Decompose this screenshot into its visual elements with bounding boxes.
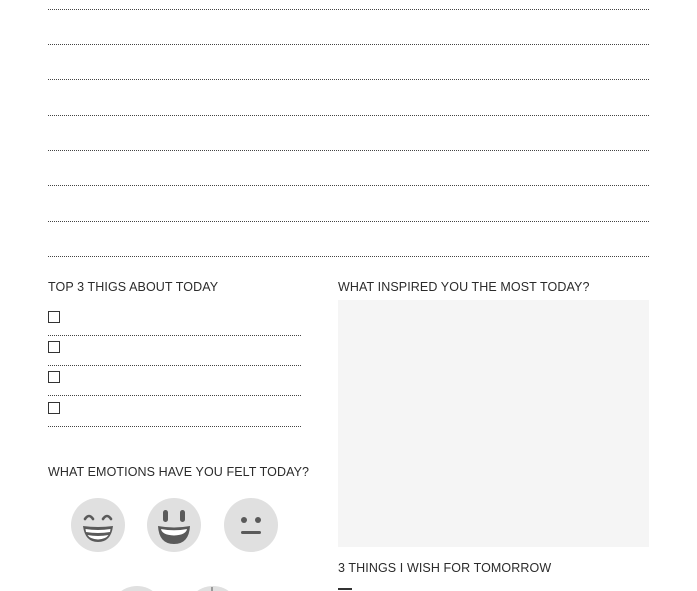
partial-face-icon[interactable]	[110, 586, 164, 591]
grinning-face-icon[interactable]	[71, 498, 125, 552]
neutral-face-icon[interactable]	[224, 498, 278, 552]
inspired-section-title: WHAT INSPIRED YOU THE MOST TODAY?	[338, 280, 590, 294]
emotions-section-title: WHAT EMOTIONS HAVE YOU FELT TODAY?	[48, 465, 310, 479]
writing-line[interactable]	[48, 9, 649, 10]
writing-line[interactable]	[48, 44, 649, 45]
top3-section-title: TOP 3 THIGS ABOUT TODAY	[48, 280, 219, 294]
writing-line[interactable]	[48, 79, 649, 80]
writing-line[interactable]	[48, 256, 649, 257]
item-line	[48, 395, 301, 396]
partial-face-icon[interactable]	[186, 586, 240, 591]
top3-item[interactable]	[48, 397, 301, 427]
writing-line[interactable]	[48, 150, 649, 151]
smiling-face-icon[interactable]	[147, 498, 201, 552]
wish-section-title: 3 THINGS I WISH FOR TOMORROW	[338, 561, 552, 575]
top3-item[interactable]	[48, 366, 301, 396]
inspiration-text-area[interactable]	[338, 300, 649, 547]
item-line	[48, 426, 301, 427]
writing-line[interactable]	[48, 185, 649, 186]
top3-item[interactable]	[48, 336, 301, 366]
checkbox[interactable]	[48, 371, 60, 383]
top3-item[interactable]	[48, 306, 301, 336]
checkbox[interactable]	[48, 341, 60, 353]
checkbox[interactable]	[48, 311, 60, 323]
writing-line[interactable]	[48, 115, 649, 116]
writing-line[interactable]	[48, 221, 649, 222]
checkbox[interactable]	[48, 402, 60, 414]
